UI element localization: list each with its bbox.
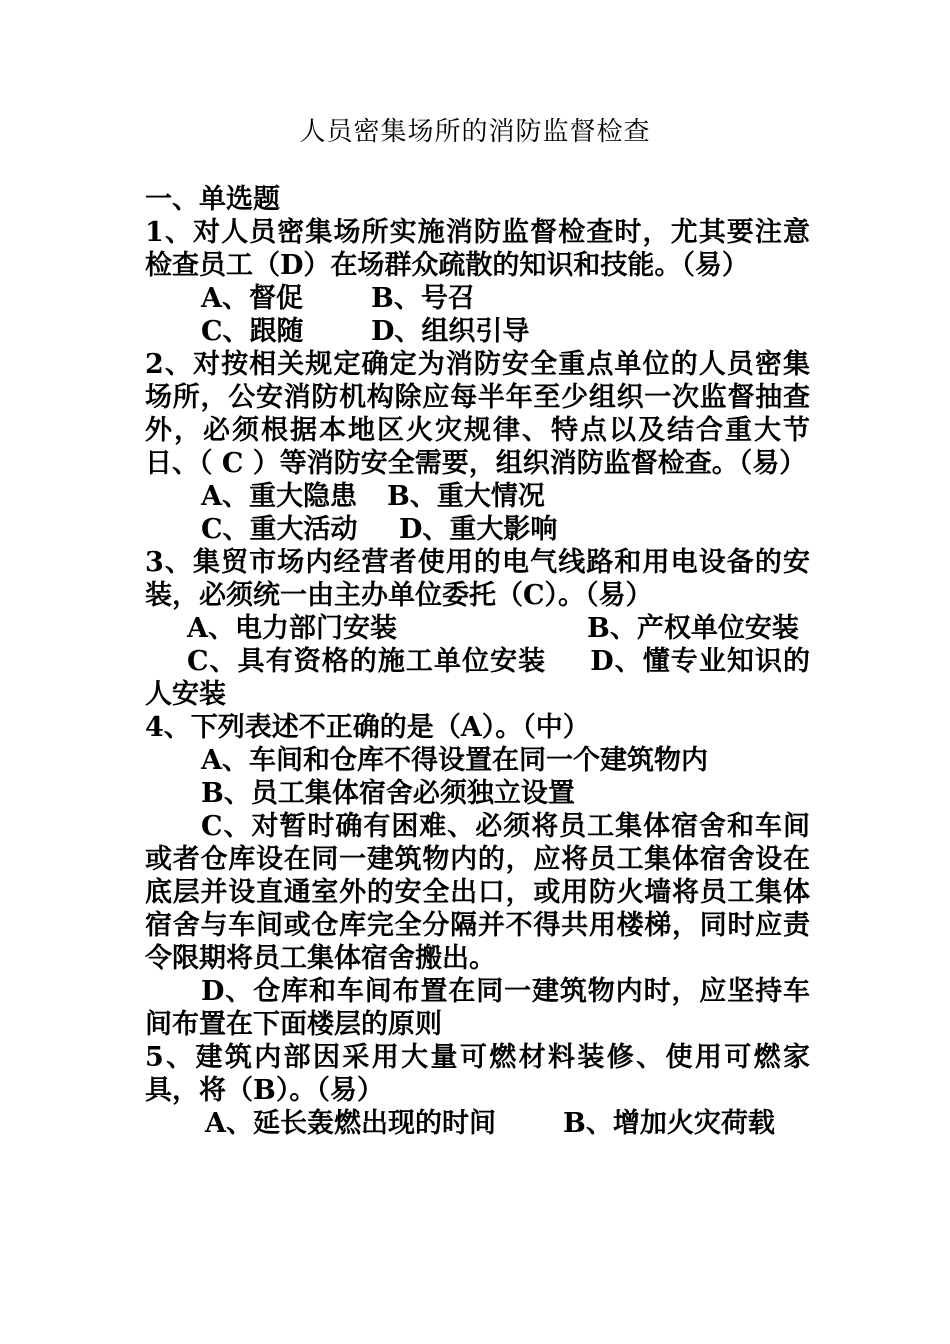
question-5-option-a: A、延长轰燃出现的时间 [205, 1108, 496, 1139]
question-2-option-b: B、重大情况 [387, 481, 545, 512]
document-title: 人员密集场所的消防监督检查 [299, 117, 651, 147]
question-2-options-row-2 [145, 513, 810, 546]
section-heading: 一、单选题 [145, 184, 280, 215]
question-5-stem: 5、建筑内部因采用大量可燃材料装修、使用可燃家具，将（B）。（易） [145, 1042, 810, 1106]
question-2-options-row-1 [145, 480, 810, 513]
question-4-option-d: D、仓库和车间布置在同一建筑物内时，应坚持车间布置在下面楼层的原则 [145, 976, 810, 1040]
question-3-option-c: C、具有资格的施工单位安装 [187, 646, 547, 677]
question-3-option-a: A、电力部门安装 [187, 613, 397, 644]
question-2-option-d: D、重大影响 [399, 514, 558, 545]
question-2-stem: 2、对按相关规定确定为消防安全重点单位的人员密集场所，公安消防机构除应每半年至少组织一次监督抽查外，必须根据本地区火灾规律、特点以及结合重大节日、（ C ）等消防安全需要，组织消防监督检查。（易） [145, 349, 810, 479]
question-1-stem: 1、对人员密集场所实施消防监督检查时，尤其要注意检查员工（D）在场群众疏散的知识和技能。（易） [145, 217, 810, 281]
question-1-option-a: A、督促 [201, 283, 303, 314]
question-3-stem: 3、集贸市场内经营者使用的电气线路和用电设备的安装，必须统一由主办单位委托（C）。（易） [145, 547, 810, 611]
question-4-option-b: B、员工集体宿舍必须独立设置 [201, 778, 575, 809]
question-3-options-row-1 [145, 612, 810, 645]
question-4-stem: 4、下列表述不正确的是（A）。（中） [145, 712, 590, 743]
question-3-option-d: D、懂专业知识的人安装 [145, 646, 810, 710]
question-2-option-c: C、重大活动 [201, 514, 358, 545]
question-4-option-c: C、对暂时确有困难、必须将员工集体宿舍和车间或者仓库设在同一建筑物内的，应将员工集体宿舍设在底层并设直通室外的安全出口，或用防火墙将员工集体宿舍与车间或仓库完全分隔并不得共用楼梯，同时应责令限期将员工集体宿舍搬出。 [145, 811, 810, 974]
question-2-option-a: A、重大隐患 [201, 481, 357, 512]
question-5-options-row-1 [145, 1107, 810, 1140]
question-3-options-row-2 [145, 645, 810, 711]
question-5-option-b: B、增加火灾荷载 [563, 1108, 775, 1139]
question-3-option-b: B、产权单位安装 [587, 613, 799, 644]
question-1-option-b: B、号召 [371, 283, 475, 314]
document-body [145, 183, 810, 1140]
question-4-option-a: A、车间和仓库不得设置在同一个建筑物内 [201, 745, 708, 776]
question-1-options-row-2 [145, 315, 810, 348]
question-1-option-c: C、跟随 [201, 316, 304, 347]
question-1-options-row-1 [145, 282, 810, 315]
question-1-option-d: D、组织引导 [371, 316, 530, 347]
